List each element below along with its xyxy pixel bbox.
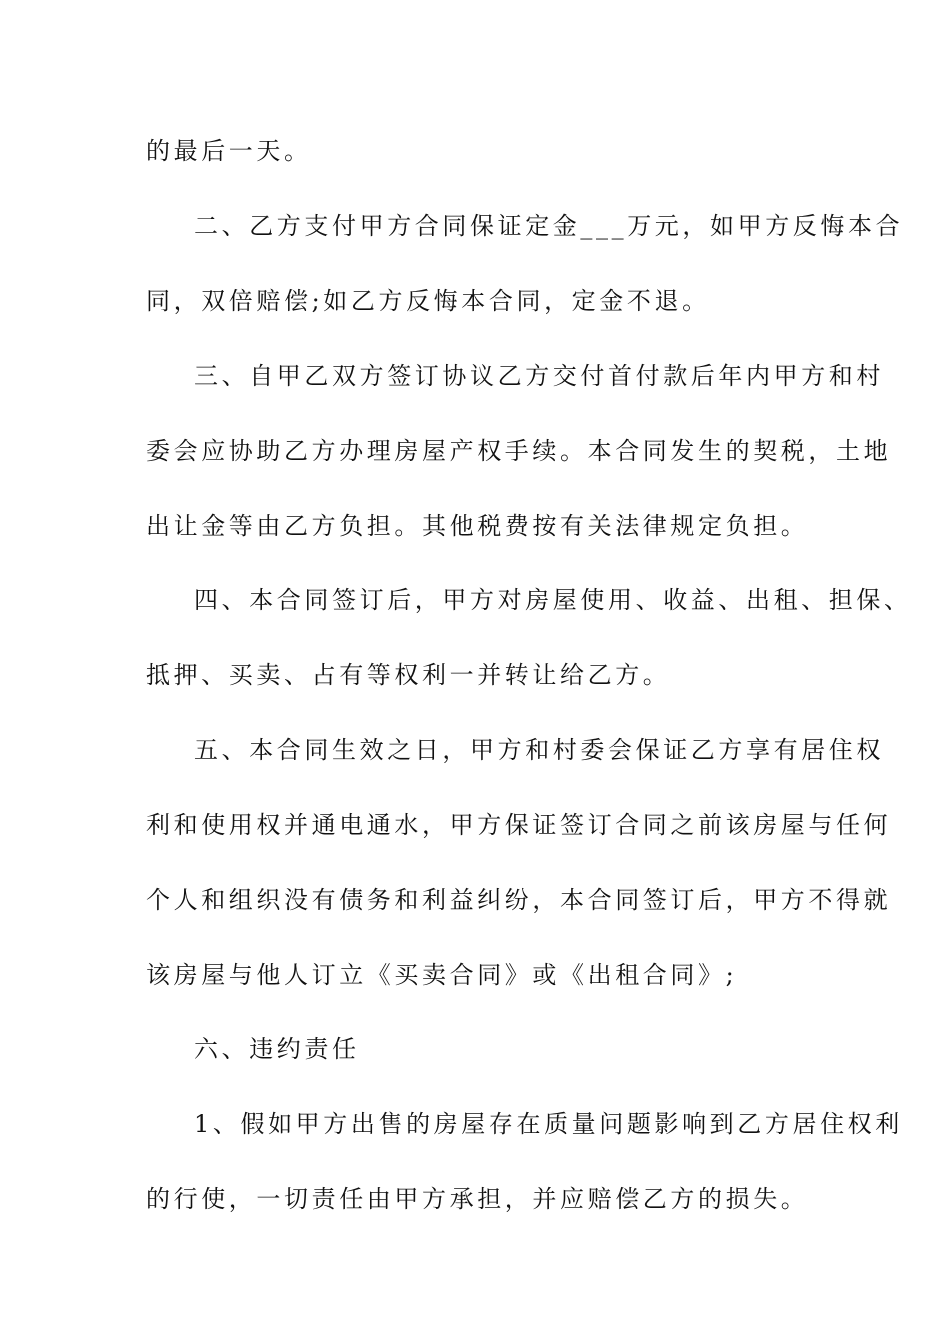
text-line: 该房屋与他人订立《买卖合同》或《出租合同》; [146, 961, 738, 989]
text-line: 出让金等由乙方负担。其他税费按有关法律规定负担。 [146, 512, 809, 540]
text-line: 抵押、买卖、占有等权利一并转让给乙方。 [146, 661, 671, 689]
text-line: 个人和组织没有债务和利益纠纷，本合同签订后，甲方不得就 [146, 886, 892, 914]
text-line: 委会应协助乙方办理房屋产权手续。本合同发生的契税，土地 [146, 437, 892, 465]
clause-3-line: 三、自甲乙双方签订协议乙方交付首付款后年内甲方和村 [194, 362, 884, 390]
clause-6-1-line: 1、假如甲方出售的房屋存在质量问题影响到乙方居住权利 [194, 1110, 903, 1138]
section-heading: 六、违约责任 [194, 1035, 360, 1063]
clause-2-line: 二、乙方支付甲方合同保证定金___万元，如甲方反悔本合 [194, 212, 904, 240]
clause-4-line: 四、本合同签订后，甲方对房屋使用、收益、出租、担保、 [194, 586, 912, 614]
text-line: 的行使，一切责任由甲方承担，并应赔偿乙方的损失。 [146, 1185, 809, 1213]
clause-5-line: 五、本合同生效之日，甲方和村委会保证乙方享有居住权 [194, 736, 884, 764]
text-line: 的最后一天。 [146, 137, 312, 165]
text-line: 利和使用权并通电通水，甲方保证签订合同之前该房屋与任何 [146, 811, 892, 839]
text-line: 同，双倍赔偿;如乙方反悔本合同，定金不退。 [146, 287, 710, 315]
